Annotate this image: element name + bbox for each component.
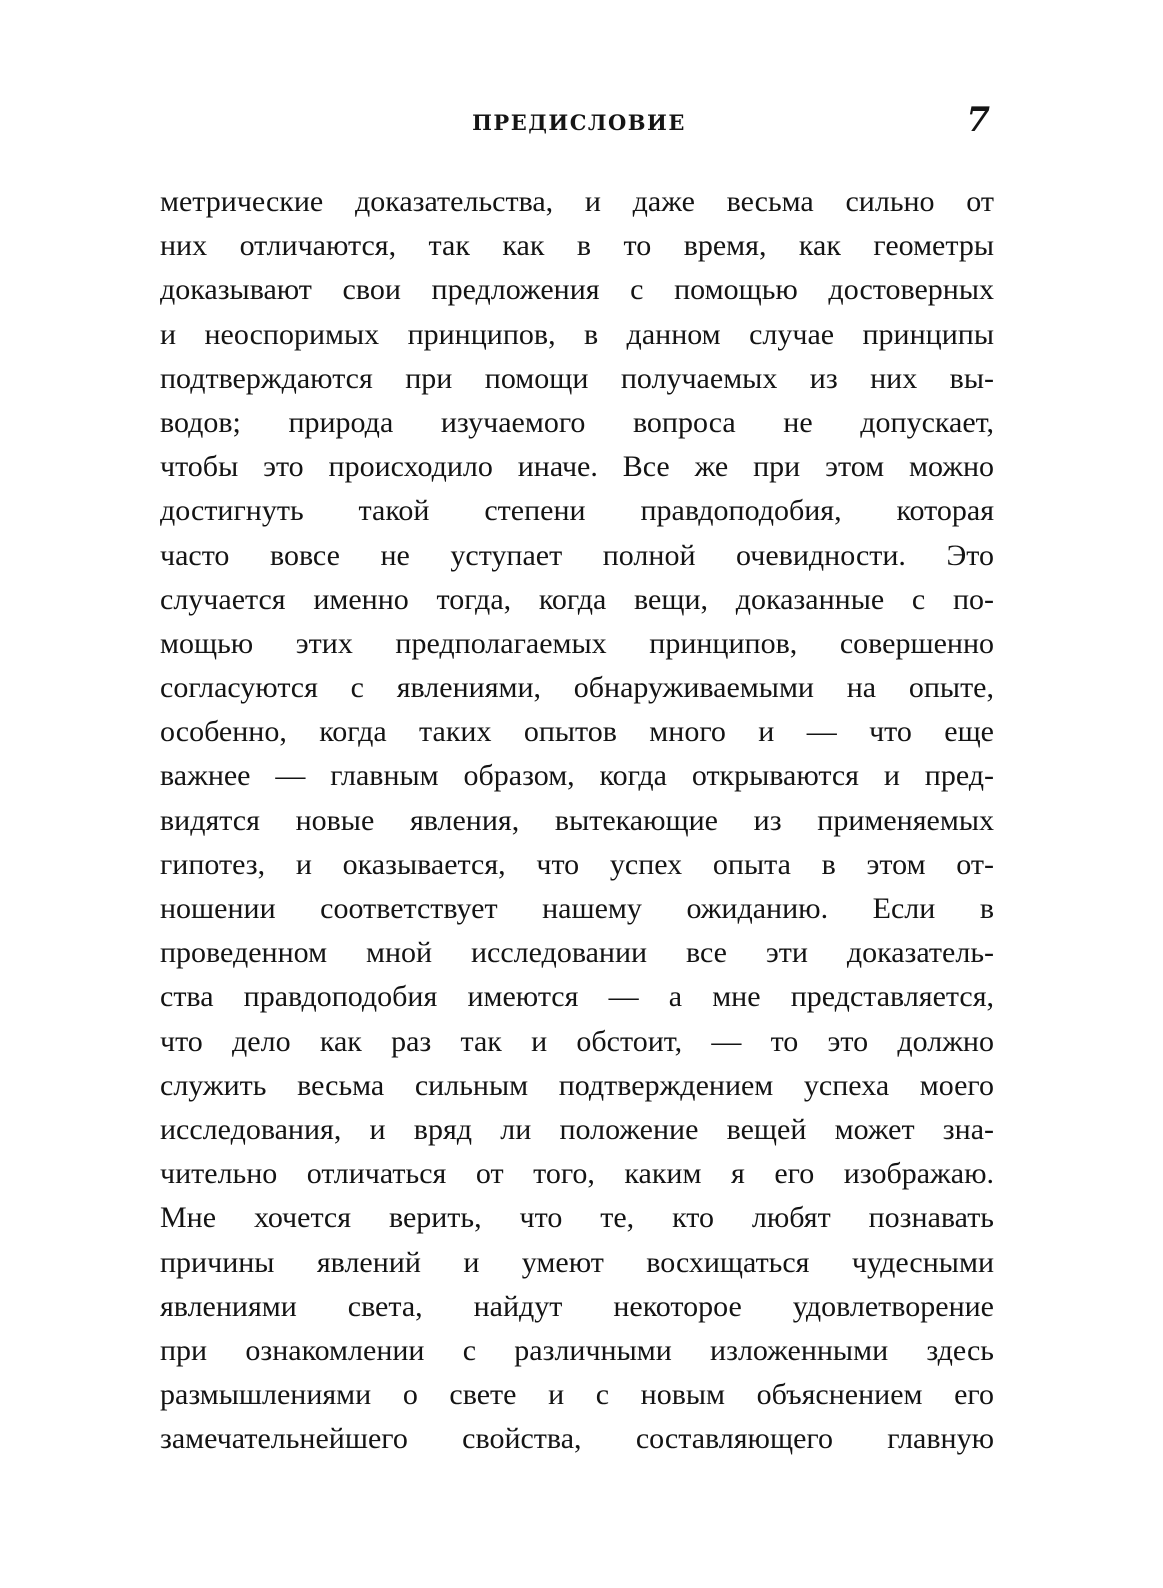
text-line: особенно, когда таких опытов много и — что еще — [160, 715, 994, 749]
text-line: важнее — главным образом, когда открываются и пред- — [160, 759, 994, 793]
text-line: причины явлений и умеют восхищаться чудесными — [160, 1245, 994, 1279]
page-number: 7 — [966, 100, 990, 140]
running-title: ПРЕДИСЛОВИЕ — [472, 110, 686, 135]
text-line: метрические доказательства, и даже весьма сильно от — [160, 185, 994, 218]
text-line: них отличаются, так как в то время, как геометры — [160, 229, 994, 263]
text-line: ношении соответствует нашему ожиданию. Если в — [160, 892, 994, 925]
text-line: ства правдоподобия имеются — а мне представляется, — [160, 980, 994, 1014]
text-line: часто вовсе не уступает полной очевидности. Это — [160, 538, 994, 572]
text-line: замечательнейшего свойства, составляющего главную — [160, 1422, 994, 1456]
text-line: подтверждаются при помощи получаемых из них вы- — [160, 361, 994, 395]
text-line: явлениями света, найдут некоторое удовлетворение — [160, 1289, 994, 1323]
running-head — [160, 100, 998, 150]
text-line: достигнуть такой степени правдоподобия, которая — [160, 494, 994, 528]
text-line: размышлениями о свете и с новым объяснением его — [160, 1378, 994, 1412]
text-line: видятся новые явления, вытекающие из применяемых — [160, 803, 994, 837]
text-line: при ознакомлении с различными изложенными здесь — [160, 1333, 994, 1367]
text-line: проведенном мной исследовании все эти доказатель- — [160, 936, 994, 970]
text-line: водов; природа изучаемого вопроса не допускает, — [160, 405, 994, 439]
text-line: что дело как раз так и обстоит, — то это должно — [160, 1024, 994, 1058]
text-line: гипотез, и оказывается, что успех опыта в этом от- — [160, 847, 994, 881]
text-line: случается именно тогда, когда вещи, доказанные с по- — [160, 582, 994, 616]
text-line: мощью этих предполагаемых принципов, совершенно — [160, 626, 994, 660]
text-line: чтобы это происходило иначе. Все же при этом можно — [160, 450, 994, 484]
text-line: и неоспоримых принципов, в данном случае принципы — [160, 317, 994, 351]
text-line: исследования, и вряд ли положение вещей может зна- — [160, 1112, 994, 1146]
text-line: служить весьма сильным подтверждением успеха моего — [160, 1068, 994, 1102]
text-line: согласуются с явлениями, обнаруживаемыми на опыте, — [160, 671, 994, 705]
text-line: чительно отличаться от того, каким я его изображаю. — [160, 1157, 994, 1191]
body-text — [160, 180, 994, 1461]
text-line: Мне хочется верить, что те, кто любят познавать — [160, 1201, 994, 1235]
text-line: доказывают свои предложения с помощью достоверных — [160, 273, 994, 307]
